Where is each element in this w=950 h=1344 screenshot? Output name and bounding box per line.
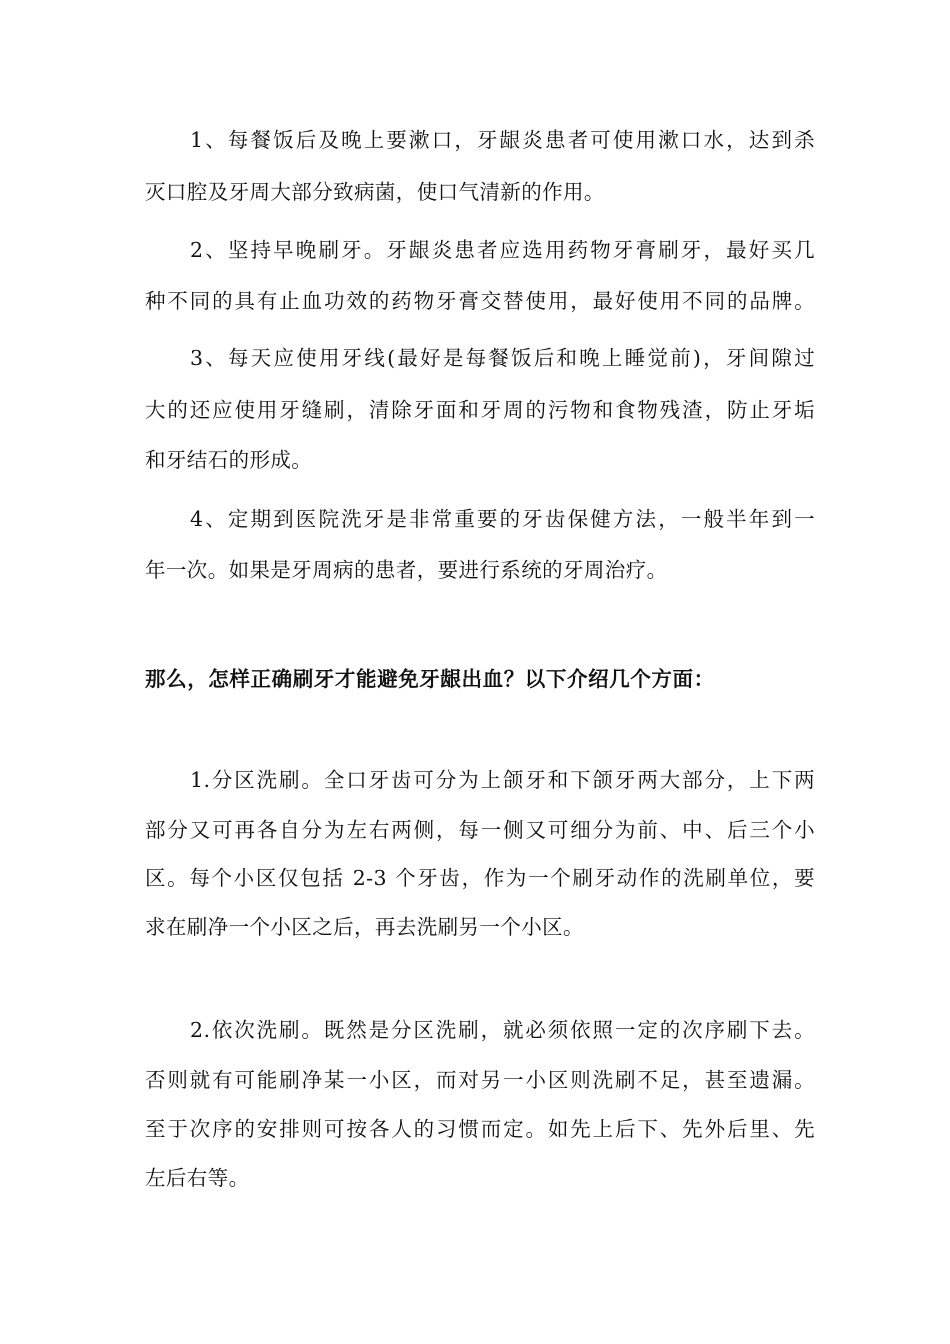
method-1-line-2: 部分又可再各自分为左右两侧，每一侧又可细分为前、中、后三个小 xyxy=(145,818,815,842)
tip-3-line-2: 大的还应使用牙缝刷，清除牙面和牙周的污物和食物残渣，防止牙垢 xyxy=(145,398,815,422)
tip-2-line-1: 2、坚持早晚刷牙。牙龈炎患者应选用药物牙膏刷牙，最好买几 xyxy=(190,238,815,262)
tip-3-line-3: 和牙结石的形成。 xyxy=(145,448,313,472)
tip-4-line-2: 年一次。如果是牙周病的患者，要进行系统的牙周治疗。 xyxy=(145,558,668,582)
tip-4-line-1: 4、定期到医院洗牙是非常重要的牙齿保健方法，一般半年到一 xyxy=(190,507,815,531)
method-2-line-1: 2.依次洗刷。既然是分区洗刷，就必须依照一定的次序刷下去。 xyxy=(190,1018,815,1042)
tip-3-line-1: 3、每天应使用牙线(最好是每餐饭后和晚上睡觉前)，牙间隙过 xyxy=(190,346,815,370)
tip-2-line-2: 种不同的具有止血功效的药物牙膏交替使用，最好使用不同的品牌。 xyxy=(145,289,815,313)
method-1-line-3: 区。每个小区仅包括 2-3 个牙齿，作为一个刷牙动作的洗刷单位，要 xyxy=(145,866,815,890)
method-2-line-3: 至于次序的安排则可按各人的习惯而定。如先上后下、先外后里、先 xyxy=(145,1117,815,1141)
method-2-line-2: 否则就有可能刷净某一小区，而对另一小区则洗刷不足，甚至遗漏。 xyxy=(145,1068,815,1092)
tip-1-line-2: 灭口腔及牙周大部分致病菌，使口气清新的作用。 xyxy=(145,180,605,204)
method-1-line-4: 求在刷净一个小区之后，再去洗刷另一个小区。 xyxy=(145,915,584,939)
method-1-line-1: 1.分区洗刷。全口牙齿可分为上颌牙和下颌牙两大部分，上下两 xyxy=(190,768,815,792)
tip-1-line-1: 1、每餐饭后及晚上要漱口，牙龈炎患者可使用漱口水，达到杀 xyxy=(190,128,815,152)
method-2-line-4: 左后右等。 xyxy=(145,1166,250,1190)
section-heading: 那么，怎样正确刷牙才能避免牙龈出血？以下介绍几个方面： xyxy=(145,667,715,691)
